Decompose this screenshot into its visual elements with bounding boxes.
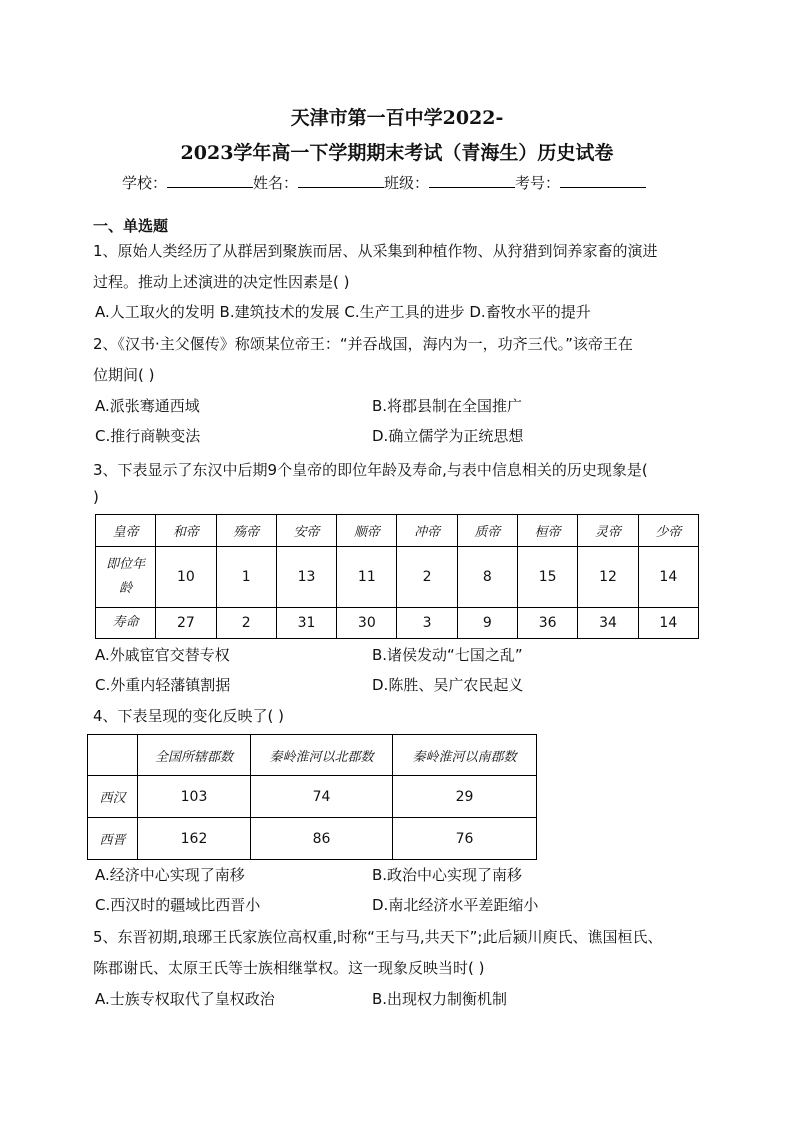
table-header-cell: 秦岭淮河以北郡数 bbox=[251, 735, 393, 776]
table-header-cell: 秦岭淮河以南郡数 bbox=[393, 735, 537, 776]
school-blank[interactable] bbox=[167, 173, 253, 188]
q4-option-b: B.政治中心实现了南移 bbox=[372, 866, 523, 884]
row-label: 西汉 bbox=[88, 776, 138, 818]
table-header-cell: 全国所辖郡数 bbox=[138, 735, 251, 776]
row-label-part: 即位年 bbox=[106, 557, 146, 572]
q3-option-b: B.诸侯发动“七国之乱” bbox=[372, 646, 523, 664]
row-label: 西晋 bbox=[88, 818, 138, 860]
table-header-row bbox=[88, 735, 537, 776]
q3-option-d: D.陈胜、吴广农民起义 bbox=[372, 676, 524, 694]
q5-option-a: A.士族专权取代了皇权政治 bbox=[95, 990, 275, 1008]
student-info-row bbox=[122, 172, 646, 193]
table-header-cell: 冲帝 bbox=[397, 515, 457, 547]
table-cell: 15 bbox=[517, 547, 577, 608]
exam-number-label: 考号： bbox=[515, 174, 561, 192]
table-row bbox=[96, 608, 699, 639]
table-cell: 12 bbox=[578, 547, 638, 608]
table-header-cell: 顺帝 bbox=[337, 515, 397, 547]
table-cell: 2 bbox=[216, 608, 276, 639]
name-label: 姓名： bbox=[253, 174, 299, 192]
table-cell: 27 bbox=[156, 608, 216, 639]
q2-option-a: A.派张骞通西域 bbox=[95, 397, 200, 415]
table-cell: 103 bbox=[138, 776, 251, 818]
table-row bbox=[96, 547, 699, 608]
table-cell: 1 bbox=[216, 547, 276, 608]
table-cell: 86 bbox=[251, 818, 393, 860]
row-label-lifespan: 寿命 bbox=[96, 608, 156, 639]
q5-stem-line2: 陈郡谢氏、太原王氏等士族相继掌权。这一现象反映当时( ) bbox=[93, 959, 485, 977]
table-cell: 14 bbox=[638, 547, 698, 608]
section-heading: 一、单选题 bbox=[93, 217, 169, 235]
class-blank[interactable] bbox=[429, 173, 515, 188]
table-cell: 10 bbox=[156, 547, 216, 608]
q2-option-d: D.确立儒学为正统思想 bbox=[372, 427, 524, 445]
exam-title-line2: 2023学年高一下学期期末考试（青海生）历史试卷 bbox=[180, 142, 614, 164]
q3-stem-line1: 3、下表显示了东汉中后期9个皇帝的即位年龄及寿命,与表中信息相关的历史现象是( bbox=[93, 461, 648, 479]
exam-number-blank[interactable] bbox=[560, 173, 646, 188]
table-header-cell: 少帝 bbox=[638, 515, 698, 547]
table-cell: 8 bbox=[457, 547, 517, 608]
table-cell: 9 bbox=[457, 608, 517, 639]
q2-stem-line1: 2、《汉书·主父偃传》称颂某位帝王：“并吞战国，海内为一，功齐三代。”该帝王在 bbox=[93, 335, 633, 353]
table-header-cell: 皇帝 bbox=[96, 515, 156, 547]
table-header-row bbox=[96, 515, 699, 547]
emperor-age-table bbox=[95, 514, 699, 639]
school-label: 学校： bbox=[122, 174, 168, 192]
table-header-cell: 殇帝 bbox=[216, 515, 276, 547]
table-cell: 29 bbox=[393, 776, 537, 818]
q4-option-c: C.西汉时的疆域比西晋小 bbox=[95, 896, 261, 914]
q4-option-d: D.南北经济水平差距缩小 bbox=[372, 896, 539, 914]
q1-stem-line1: 1、原始人类经历了从群居到聚族而居、从采集到种植作物、从狩猎到饲养家畜的演进 bbox=[93, 242, 658, 260]
table-header-cell: 桓帝 bbox=[517, 515, 577, 547]
class-label: 班级： bbox=[384, 174, 430, 192]
table-header-cell: 灵帝 bbox=[578, 515, 638, 547]
table-cell: 36 bbox=[517, 608, 577, 639]
table-header-cell: 安帝 bbox=[276, 515, 336, 547]
table-cell: 30 bbox=[337, 608, 397, 639]
q3-stem-line2: ) bbox=[93, 488, 99, 506]
name-blank[interactable] bbox=[298, 173, 384, 188]
row-label-accession-age bbox=[96, 547, 156, 608]
table-row bbox=[88, 818, 537, 860]
q5-option-b: B.出现权力制衡机制 bbox=[372, 990, 508, 1008]
q3-option-c: C.外重内轻藩镇割据 bbox=[95, 676, 231, 694]
table-header-cell: 质帝 bbox=[457, 515, 517, 547]
exam-title-line1: 天津市第一百中学2022- bbox=[290, 107, 504, 129]
q4-option-a: A.经济中心实现了南移 bbox=[95, 866, 245, 884]
table-cell: 3 bbox=[397, 608, 457, 639]
q1-options: A.人工取火的发明 B.建筑技术的发展 C.生产工具的进步 D.畜牧水平的提升 bbox=[95, 303, 591, 321]
row-label-part: 龄 bbox=[119, 581, 133, 596]
table-cell: 74 bbox=[251, 776, 393, 818]
table-cell: 11 bbox=[337, 547, 397, 608]
table-cell: 14 bbox=[638, 608, 698, 639]
table-header-cell: 和帝 bbox=[156, 515, 216, 547]
table-cell: 13 bbox=[276, 547, 336, 608]
q1-stem-line2: 过程。推动上述演进的决定性因素是( ) bbox=[93, 273, 350, 291]
q2-stem-line2: 位期间( ) bbox=[93, 366, 155, 384]
table-cell: 76 bbox=[393, 818, 537, 860]
table-cell: 31 bbox=[276, 608, 336, 639]
table-row bbox=[88, 776, 537, 818]
q3-option-a: A.外戚宦官交替专权 bbox=[95, 646, 230, 664]
commandery-table bbox=[87, 734, 537, 860]
q4-stem: 4、下表呈现的变化反映了( ) bbox=[93, 707, 285, 725]
q2-option-c: C.推行商鞅变法 bbox=[95, 427, 201, 445]
table-cell: 2 bbox=[397, 547, 457, 608]
q5-stem-line1: 5、东晋初期,琅琊王氏家族位高权重,时称“王与马,共天下”;此后颍川庾氏、谯国桓氏、 bbox=[93, 928, 663, 946]
q2-option-b: B.将郡县制在全国推广 bbox=[372, 397, 523, 415]
table-cell: 34 bbox=[578, 608, 638, 639]
table-header-cell bbox=[88, 735, 138, 776]
table-cell: 162 bbox=[138, 818, 251, 860]
